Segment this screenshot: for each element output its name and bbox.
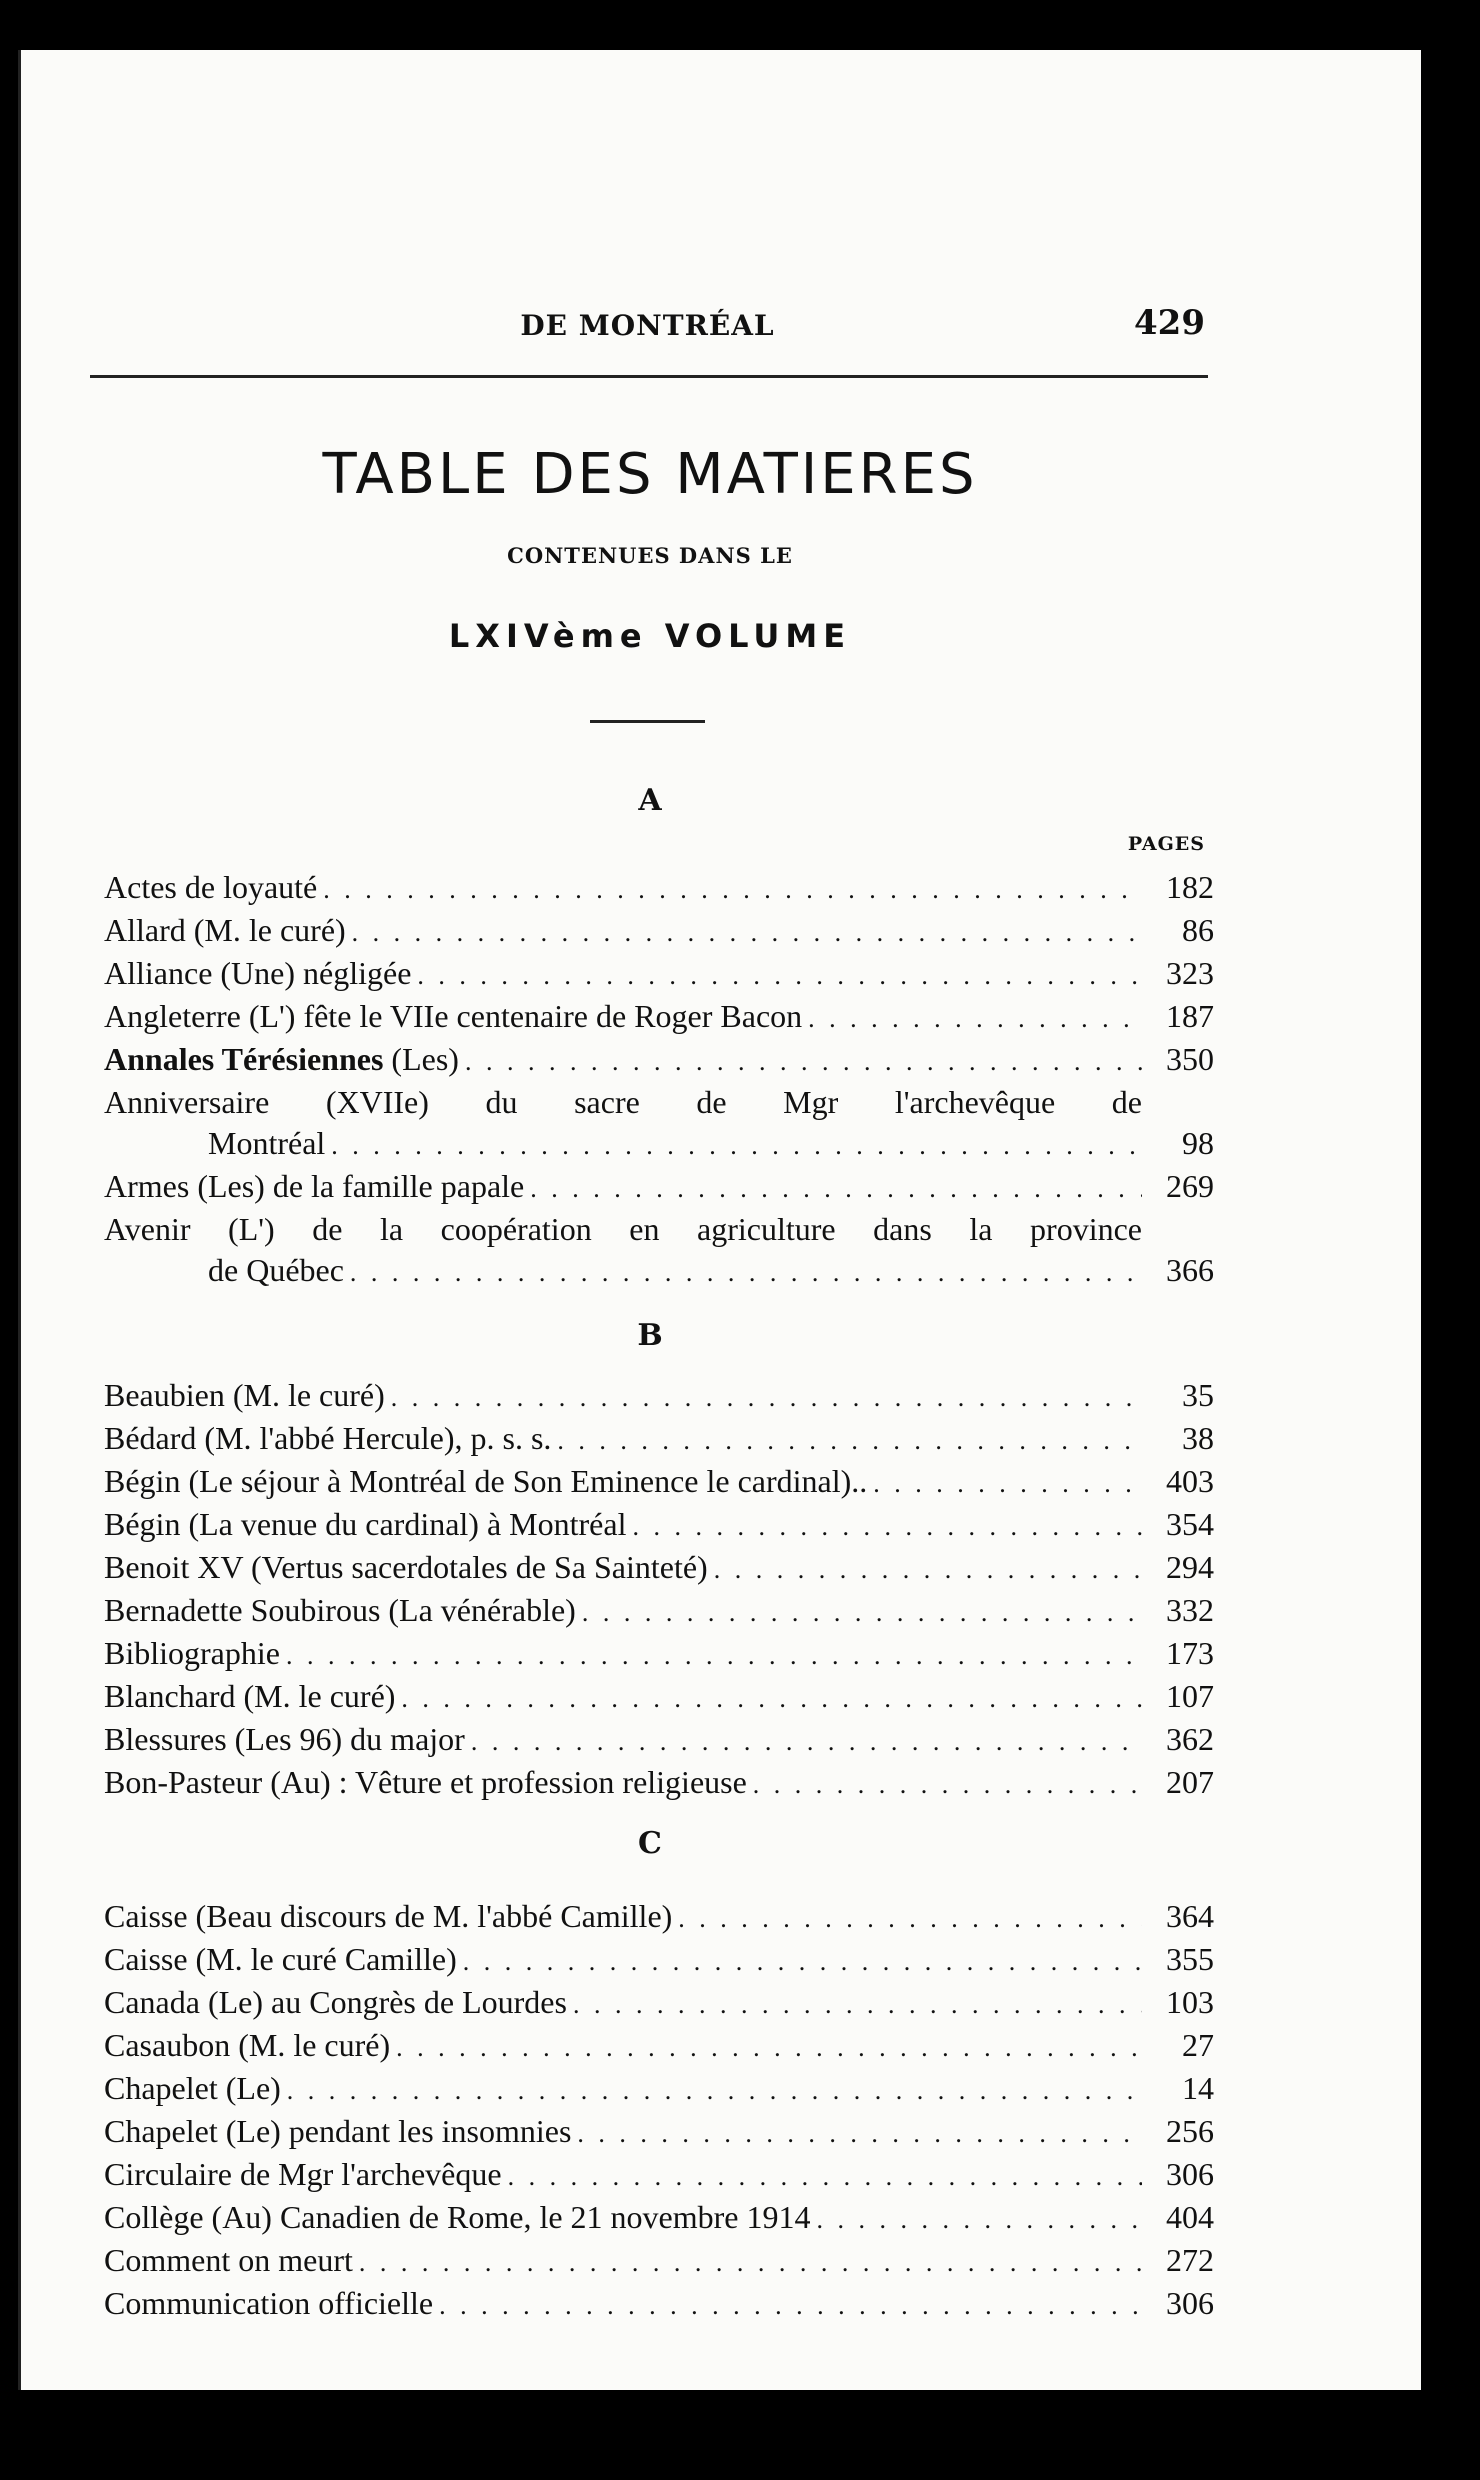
entry-title-text: Comment on meurt <box>104 2242 353 2278</box>
toc-entry <box>104 1939 1214 1982</box>
dot-leader <box>573 1984 1142 2025</box>
entry-title-bold: Annales Térésiennes <box>104 1041 384 1077</box>
entry-page-number: 404 <box>1166 2199 1214 2235</box>
entry-title <box>104 1719 465 1760</box>
entry-title-text: Casaubon (M. le curé) <box>104 2027 391 2063</box>
running-header <box>90 303 1205 347</box>
entry-page-number: 35 <box>1182 1377 1214 1413</box>
entry-title <box>104 1676 395 1717</box>
dot-leader <box>508 2156 1142 2197</box>
dot-leader <box>471 1721 1142 1762</box>
entry-title <box>104 2025 390 2066</box>
dot-leader <box>753 1764 1142 1805</box>
entry-title <box>104 1250 344 1291</box>
entry-title <box>104 1762 747 1803</box>
entry-title <box>104 1461 867 1502</box>
entry-title-text: (Les) <box>383 1041 459 1077</box>
entry-title <box>104 1039 459 1080</box>
dot-leader <box>465 1041 1142 1082</box>
toc-entry <box>104 1166 1214 1209</box>
volume-label: LXIVème VOLUME <box>448 617 852 655</box>
entry-title-text: Armes (Les) de la famille papale <box>104 1168 525 1204</box>
entry-title <box>104 996 802 1037</box>
toc-entry <box>104 2197 1214 2240</box>
pages-column-label: PAGES <box>1127 833 1205 855</box>
entry-title-text: Bégin (La venue du cardinal) à Montréal <box>104 1506 627 1542</box>
entry-title-text: Collège (Au) Canadien de Rome, le 21 novembre 1914 <box>104 2199 811 2235</box>
entry-title-text: Bernadette Soubirous (La vénérable) <box>104 1592 576 1628</box>
entry-page-number: 256 <box>1166 2113 1214 2149</box>
toc-title: TABLE DES MATIERES <box>322 442 978 507</box>
entry-page-number: 182 <box>1166 869 1214 905</box>
entry-title <box>104 953 411 994</box>
entry-page-number: 362 <box>1166 1721 1214 1757</box>
ornament-rule <box>590 720 705 723</box>
entry-title <box>104 2197 810 2238</box>
entry-page-number: 272 <box>1166 2242 1214 2278</box>
entry-page-number: 332 <box>1166 1592 1214 1628</box>
entry-first-line: Anniversaire (XVIIe) du sacre de Mgr l'archevêque de <box>104 1084 1142 1120</box>
toc-entry <box>104 2154 1214 2197</box>
entry-page-number: 187 <box>1166 998 1214 1034</box>
entry-page-number: 323 <box>1166 955 1214 991</box>
entry-title-text: Bibliographie <box>104 1635 280 1671</box>
entry-page-number: 86 <box>1182 912 1214 948</box>
entry-title-text: Alliance (Une) négligée <box>104 955 412 991</box>
entry-title-text: Actes de loyauté <box>104 869 318 905</box>
dot-leader <box>439 2285 1142 2326</box>
entry-page-number: 173 <box>1166 1635 1214 1671</box>
entry-title-text: Montréal <box>208 1125 326 1161</box>
toc-entry <box>104 1676 1214 1719</box>
entry-title-text: Blanchard (M. le curé) <box>104 1678 396 1714</box>
entry-page-number: 27 <box>1182 2027 1214 2063</box>
toc-entry <box>104 1633 1214 1676</box>
dot-leader <box>577 2113 1142 2154</box>
entry-title-text: Beaubien (M. le curé) <box>104 1377 385 1413</box>
toc-entry <box>104 1547 1214 1590</box>
dot-leader <box>286 1635 1142 1676</box>
entry-title-text: Communication officielle <box>104 2285 434 2321</box>
dot-leader <box>396 2027 1142 2068</box>
dot-leader <box>873 1463 1142 1504</box>
entry-page-number: 355 <box>1166 1941 1214 1977</box>
dot-leader <box>714 1549 1142 1590</box>
entry-title-text: Angleterre (L') fête le VIIe centenaire de Roger Bacon <box>104 998 803 1034</box>
entry-page-number: 103 <box>1166 1984 1214 2020</box>
section-c-entries <box>104 1896 1214 2326</box>
entry-title <box>104 1547 708 1588</box>
section-letter-a: A <box>638 783 662 818</box>
entry-title-text: Bégin (Le séjour à Montréal de Son Eminence le cardinal).. <box>104 1463 868 1499</box>
entry-title <box>104 1123 325 1164</box>
dot-leader <box>808 998 1142 1039</box>
running-title: DE MONTRÉAL <box>520 309 775 342</box>
dot-leader <box>391 1377 1142 1418</box>
entry-first-line: Avenir (L') de la coopération en agriculture dans la province <box>104 1211 1142 1247</box>
entry-title <box>104 1375 385 1416</box>
toc-entry <box>104 1418 1214 1461</box>
entry-page-number: 366 <box>1166 1252 1214 1288</box>
section-letter-b: B <box>637 1318 663 1353</box>
dot-leader <box>287 2070 1142 2111</box>
dot-leader <box>632 1506 1142 1547</box>
entry-title-text: de Québec <box>208 1252 344 1288</box>
entry-title-text: Bédard (M. l'abbé Hercule), p. s. s. <box>104 1420 552 1456</box>
toc-subtitle: CONTENUES DANS LE <box>507 543 793 568</box>
toc-entry <box>104 1504 1214 1547</box>
dot-leader <box>417 955 1142 996</box>
dot-leader <box>557 1420 1142 1461</box>
toc-entry <box>104 1896 1214 1939</box>
section-a-entries <box>104 867 1214 1293</box>
entry-title <box>104 1896 672 1937</box>
dot-leader <box>323 869 1142 910</box>
entry-title-text: Chapelet (Le) pendant les insomnies <box>104 2113 572 2149</box>
entry-page-number: 403 <box>1166 1463 1214 1499</box>
toc-entry <box>104 1209 1214 1293</box>
entry-title <box>104 1590 576 1631</box>
toc-entry <box>104 2111 1214 2154</box>
toc-entry <box>104 867 1214 910</box>
toc-entry <box>104 2283 1214 2326</box>
entry-page-number: 350 <box>1166 1041 1214 1077</box>
toc-entry <box>104 1375 1214 1418</box>
toc-entry <box>104 1461 1214 1504</box>
toc-entry <box>104 2240 1214 2283</box>
dot-leader <box>350 1252 1142 1293</box>
toc-entry <box>104 2025 1214 2068</box>
entry-page-number: 207 <box>1166 1764 1214 1800</box>
entry-page-number: 107 <box>1166 1678 1214 1714</box>
header-rule <box>90 375 1208 378</box>
entry-title-text: Canada (Le) au Congrès de Lourdes <box>104 1984 567 2020</box>
entry-title <box>104 1939 457 1980</box>
entry-page-number: 294 <box>1166 1549 1214 1585</box>
dot-leader <box>359 2242 1142 2283</box>
entry-title <box>104 1504 626 1545</box>
entry-title <box>104 2240 353 2281</box>
section-letter-c: C <box>638 1826 662 1861</box>
dot-leader <box>401 1678 1142 1719</box>
entry-page-number: 306 <box>1166 2156 1214 2192</box>
toc-entry <box>104 1719 1214 1762</box>
entry-page-number: 354 <box>1166 1506 1214 1542</box>
dot-leader <box>463 1941 1142 1982</box>
entry-title <box>104 1166 524 1207</box>
toc-entry <box>104 1590 1214 1633</box>
dot-leader <box>530 1168 1142 1209</box>
entry-title <box>104 2111 571 2152</box>
dot-leader <box>331 1125 1142 1166</box>
toc-entry <box>104 1762 1214 1805</box>
dot-leader <box>816 2199 1142 2240</box>
entry-title <box>104 1982 567 2023</box>
toc-entry <box>104 996 1214 1039</box>
dot-leader <box>582 1592 1142 1633</box>
entry-page-number: 364 <box>1166 1898 1214 1934</box>
toc-entry <box>104 1039 1214 1082</box>
entry-title-text: Blessures (Les 96) du major <box>104 1721 465 1757</box>
dot-leader <box>678 1898 1142 1939</box>
entry-page-number: 306 <box>1166 2285 1214 2321</box>
toc-entry <box>104 2068 1214 2111</box>
entry-title-text: Benoit XV (Vertus sacerdotales de Sa Sainteté) <box>104 1549 708 1585</box>
entry-title <box>104 2068 281 2109</box>
entry-title <box>104 2283 433 2324</box>
toc-entry <box>104 1082 1214 1166</box>
entry-title-text: Chapelet (Le) <box>104 2070 281 2106</box>
entry-title-text: Circulaire de Mgr l'archevêque <box>104 2156 502 2192</box>
entry-title-text: Caisse (Beau discours de M. l'abbé Camille) <box>104 1898 673 1934</box>
entry-title-text: Bon-Pasteur (Au) : Vêture et profession religieuse <box>104 1764 747 1800</box>
toc-entry <box>104 953 1214 996</box>
entry-title <box>104 910 346 951</box>
entry-title <box>104 867 317 908</box>
entry-title <box>104 1633 280 1674</box>
entry-page-number: 98 <box>1182 1125 1214 1161</box>
page-number: 429 <box>1134 303 1205 343</box>
entry-title <box>104 2154 502 2195</box>
entry-title-text: Caisse (M. le curé Camille) <box>104 1941 457 1977</box>
toc-entry <box>104 1982 1214 2025</box>
toc-entry <box>104 910 1214 953</box>
section-b-entries <box>104 1375 1214 1805</box>
entry-title <box>104 1418 551 1459</box>
entry-page-number: 14 <box>1182 2070 1214 2106</box>
entry-page-number: 269 <box>1166 1168 1214 1204</box>
dot-leader <box>352 912 1142 953</box>
entry-title-text: Allard (M. le curé) <box>104 912 346 948</box>
entry-page-number: 38 <box>1182 1420 1214 1456</box>
